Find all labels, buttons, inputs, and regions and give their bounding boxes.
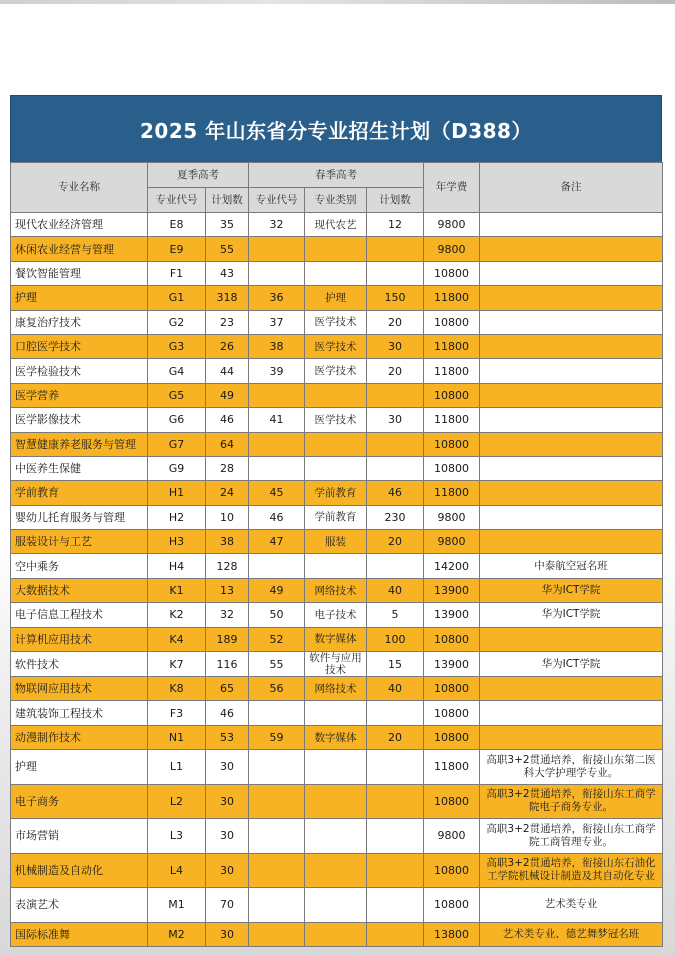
table-row xyxy=(11,530,663,554)
table-row xyxy=(11,554,663,578)
cell-summer-code: G3 xyxy=(148,334,206,358)
cell-note: 艺术类专业、德艺舞梦冠名班 xyxy=(480,922,663,946)
table-row xyxy=(11,784,663,819)
header-note: 备注 xyxy=(480,163,663,213)
enrollment-plan-table xyxy=(10,162,663,947)
cell-summer-plan: 23 xyxy=(206,310,249,334)
cell-fee: 11800 xyxy=(424,359,480,383)
cell-spring-code xyxy=(249,750,305,785)
cell-major-name: 动漫制作技术 xyxy=(11,725,148,749)
cell-spring-plan: 150 xyxy=(367,286,424,310)
cell-spring-plan xyxy=(367,432,424,456)
cell-spring-category xyxy=(305,819,367,854)
cell-spring-code xyxy=(249,237,305,261)
cell-spring-code: 46 xyxy=(249,505,305,529)
table-row xyxy=(11,677,663,701)
cell-summer-code: F1 xyxy=(148,261,206,285)
cell-fee: 11800 xyxy=(424,334,480,358)
cell-note: 高职3+2贯通培养，衔接山东第二医科大学护理学专业。 xyxy=(480,750,663,785)
cell-summer-code: L4 xyxy=(148,853,206,888)
cell-summer-code: K1 xyxy=(148,578,206,602)
cell-major-name: 康复治疗技术 xyxy=(11,310,148,334)
cell-spring-plan: 30 xyxy=(367,334,424,358)
cell-summer-plan: 24 xyxy=(206,481,249,505)
cell-summer-code: L1 xyxy=(148,750,206,785)
cell-spring-category: 电子技术 xyxy=(305,603,367,627)
header-fee: 年学费 xyxy=(424,163,480,213)
cell-summer-plan: 53 xyxy=(206,725,249,749)
cell-spring-plan xyxy=(367,750,424,785)
cell-spring-category: 现代农艺 xyxy=(305,213,367,237)
cell-summer-code: H1 xyxy=(148,481,206,505)
cell-spring-plan: 20 xyxy=(367,310,424,334)
cell-spring-code: 47 xyxy=(249,530,305,554)
cell-spring-code xyxy=(249,432,305,456)
cell-major-name: 学前教育 xyxy=(11,481,148,505)
table-row xyxy=(11,310,663,334)
cell-summer-code: L2 xyxy=(148,784,206,819)
cell-note xyxy=(480,310,663,334)
cell-note xyxy=(480,286,663,310)
cell-summer-code: G1 xyxy=(148,286,206,310)
table-row xyxy=(11,603,663,627)
cell-spring-plan: 20 xyxy=(367,359,424,383)
cell-spring-category xyxy=(305,701,367,725)
cell-spring-code xyxy=(249,261,305,285)
cell-summer-plan: 128 xyxy=(206,554,249,578)
table-row xyxy=(11,481,663,505)
cell-spring-plan xyxy=(367,819,424,854)
cell-note xyxy=(480,432,663,456)
cell-major-name: 现代农业经济管理 xyxy=(11,213,148,237)
cell-fee: 10800 xyxy=(424,677,480,701)
cell-major-name: 软件技术 xyxy=(11,652,148,677)
cell-fee: 9800 xyxy=(424,530,480,554)
cell-summer-plan: 43 xyxy=(206,261,249,285)
cell-fee: 10800 xyxy=(424,784,480,819)
cell-major-name: 护理 xyxy=(11,750,148,785)
table-row xyxy=(11,432,663,456)
cell-spring-category xyxy=(305,261,367,285)
cell-summer-plan: 30 xyxy=(206,784,249,819)
cell-spring-code: 38 xyxy=(249,334,305,358)
header-spring-plan: 计划数 xyxy=(367,188,424,213)
cell-spring-category: 医学技术 xyxy=(305,408,367,432)
cell-spring-code xyxy=(249,456,305,480)
cell-summer-plan: 116 xyxy=(206,652,249,677)
cell-spring-plan: 30 xyxy=(367,408,424,432)
cell-fee: 10800 xyxy=(424,432,480,456)
cell-note xyxy=(480,237,663,261)
cell-major-name: 大数据技术 xyxy=(11,578,148,602)
table-row xyxy=(11,819,663,854)
cell-spring-category: 医学技术 xyxy=(305,334,367,358)
cell-major-name: 建筑装饰工程技术 xyxy=(11,701,148,725)
header-spring-exam: 春季高考 xyxy=(249,163,424,188)
cell-spring-code: 37 xyxy=(249,310,305,334)
cell-summer-plan: 30 xyxy=(206,853,249,888)
cell-summer-plan: 30 xyxy=(206,819,249,854)
cell-fee: 9800 xyxy=(424,237,480,261)
cell-major-name: 中医养生保健 xyxy=(11,456,148,480)
cell-major-name: 市场营销 xyxy=(11,819,148,854)
cell-spring-code: 50 xyxy=(249,603,305,627)
cell-spring-plan: 12 xyxy=(367,213,424,237)
cell-summer-code: F3 xyxy=(148,701,206,725)
header-summer-exam: 夏季高考 xyxy=(148,163,249,188)
cell-spring-category: 医学技术 xyxy=(305,310,367,334)
cell-summer-code: H4 xyxy=(148,554,206,578)
cell-summer-code: E9 xyxy=(148,237,206,261)
cell-fee: 13800 xyxy=(424,922,480,946)
cell-fee: 10800 xyxy=(424,888,480,923)
cell-note xyxy=(480,627,663,651)
cell-note xyxy=(480,334,663,358)
cell-note xyxy=(480,505,663,529)
cell-summer-code: H3 xyxy=(148,530,206,554)
cell-spring-plan xyxy=(367,888,424,923)
table-row xyxy=(11,237,663,261)
table-row xyxy=(11,505,663,529)
cell-summer-code: N1 xyxy=(148,725,206,749)
cell-major-name: 医学影像技术 xyxy=(11,408,148,432)
cell-summer-plan: 55 xyxy=(206,237,249,261)
cell-note: 华为ICT学院 xyxy=(480,603,663,627)
cell-note: 华为ICT学院 xyxy=(480,652,663,677)
enrollment-plan-sheet xyxy=(10,95,662,947)
cell-fee: 13900 xyxy=(424,578,480,602)
cell-summer-plan: 46 xyxy=(206,701,249,725)
cell-summer-plan: 65 xyxy=(206,677,249,701)
cell-fee: 11800 xyxy=(424,481,480,505)
cell-spring-code: 59 xyxy=(249,725,305,749)
cell-spring-category xyxy=(305,432,367,456)
cell-summer-code: M2 xyxy=(148,922,206,946)
cell-spring-code xyxy=(249,701,305,725)
cell-spring-plan xyxy=(367,784,424,819)
cell-spring-category xyxy=(305,554,367,578)
cell-spring-plan: 230 xyxy=(367,505,424,529)
cell-major-name: 智慧健康养老服务与管理 xyxy=(11,432,148,456)
cell-fee: 10800 xyxy=(424,725,480,749)
cell-spring-plan: 20 xyxy=(367,530,424,554)
cell-spring-plan: 100 xyxy=(367,627,424,651)
cell-major-name: 医学营养 xyxy=(11,383,148,407)
cell-spring-code xyxy=(249,853,305,888)
cell-summer-code: G6 xyxy=(148,408,206,432)
cell-spring-plan xyxy=(367,261,424,285)
cell-spring-code: 39 xyxy=(249,359,305,383)
cell-spring-category xyxy=(305,853,367,888)
cell-summer-code: G9 xyxy=(148,456,206,480)
cell-summer-plan: 70 xyxy=(206,888,249,923)
table-body xyxy=(11,213,663,947)
cell-fee: 9800 xyxy=(424,505,480,529)
cell-major-name: 计算机应用技术 xyxy=(11,627,148,651)
cell-spring-code: 41 xyxy=(249,408,305,432)
cell-major-name: 服装设计与工艺 xyxy=(11,530,148,554)
cell-spring-code: 32 xyxy=(249,213,305,237)
table-row xyxy=(11,334,663,358)
cell-note: 艺术类专业 xyxy=(480,888,663,923)
cell-note xyxy=(480,383,663,407)
cell-spring-code xyxy=(249,784,305,819)
cell-note xyxy=(480,530,663,554)
cell-note: 华为ICT学院 xyxy=(480,578,663,602)
table-row xyxy=(11,408,663,432)
cell-major-name: 医学检验技术 xyxy=(11,359,148,383)
cell-major-name: 婴幼儿托育服务与管理 xyxy=(11,505,148,529)
cell-fee: 10800 xyxy=(424,627,480,651)
cell-summer-plan: 49 xyxy=(206,383,249,407)
table-row xyxy=(11,383,663,407)
table-row xyxy=(11,652,663,677)
cell-summer-plan: 189 xyxy=(206,627,249,651)
cell-fee: 10800 xyxy=(424,456,480,480)
cell-spring-category: 学前教育 xyxy=(305,505,367,529)
cell-summer-code: G7 xyxy=(148,432,206,456)
page-title: 2025 年山东省分专业招生计划（D388） xyxy=(10,95,662,162)
cell-note xyxy=(480,213,663,237)
table-row xyxy=(11,627,663,651)
cell-spring-category: 数字媒体 xyxy=(305,725,367,749)
cell-summer-code: E8 xyxy=(148,213,206,237)
cell-summer-plan: 46 xyxy=(206,408,249,432)
cell-fee: 10800 xyxy=(424,701,480,725)
cell-note xyxy=(480,481,663,505)
cell-fee: 11800 xyxy=(424,750,480,785)
cell-spring-plan: 20 xyxy=(367,725,424,749)
cell-summer-plan: 44 xyxy=(206,359,249,383)
table-row xyxy=(11,578,663,602)
header-major: 专业名称 xyxy=(11,163,148,213)
header-summer-plan: 计划数 xyxy=(206,188,249,213)
cell-summer-code: G4 xyxy=(148,359,206,383)
cell-spring-category xyxy=(305,784,367,819)
cell-fee: 13900 xyxy=(424,652,480,677)
cell-spring-plan: 46 xyxy=(367,481,424,505)
cell-fee: 11800 xyxy=(424,408,480,432)
cell-summer-plan: 32 xyxy=(206,603,249,627)
header-spring-code: 专业代号 xyxy=(249,188,305,213)
cell-note: 中泰航空冠名班 xyxy=(480,554,663,578)
cell-spring-plan xyxy=(367,922,424,946)
cell-major-name: 表演艺术 xyxy=(11,888,148,923)
cell-summer-plan: 38 xyxy=(206,530,249,554)
cell-spring-category: 数字媒体 xyxy=(305,627,367,651)
cell-spring-category: 网络技术 xyxy=(305,578,367,602)
cell-note xyxy=(480,701,663,725)
table-row xyxy=(11,359,663,383)
cell-fee: 10800 xyxy=(424,383,480,407)
cell-fee: 9800 xyxy=(424,213,480,237)
cell-spring-plan xyxy=(367,554,424,578)
cell-spring-category xyxy=(305,922,367,946)
cell-fee: 14200 xyxy=(424,554,480,578)
cell-summer-code: G2 xyxy=(148,310,206,334)
top-decor-bar xyxy=(0,0,675,4)
cell-summer-plan: 64 xyxy=(206,432,249,456)
cell-spring-category: 护理 xyxy=(305,286,367,310)
cell-summer-plan: 26 xyxy=(206,334,249,358)
cell-note: 高职3+2贯通培养，衔接山东石油化工学院机械设计制造及其自动化专业 xyxy=(480,853,663,888)
table-row xyxy=(11,750,663,785)
cell-summer-plan: 318 xyxy=(206,286,249,310)
cell-spring-category: 网络技术 xyxy=(305,677,367,701)
cell-fee: 13900 xyxy=(424,603,480,627)
cell-spring-category xyxy=(305,888,367,923)
cell-spring-plan: 40 xyxy=(367,578,424,602)
table-row xyxy=(11,853,663,888)
table-row xyxy=(11,701,663,725)
table-row xyxy=(11,888,663,923)
cell-spring-category xyxy=(305,383,367,407)
cell-note xyxy=(480,677,663,701)
cell-fee: 10800 xyxy=(424,261,480,285)
cell-spring-code: 45 xyxy=(249,481,305,505)
cell-summer-code: G5 xyxy=(148,383,206,407)
cell-major-name: 物联网应用技术 xyxy=(11,677,148,701)
cell-summer-code: H2 xyxy=(148,505,206,529)
cell-summer-code: K7 xyxy=(148,652,206,677)
cell-summer-plan: 35 xyxy=(206,213,249,237)
cell-spring-plan: 15 xyxy=(367,652,424,677)
cell-fee: 11800 xyxy=(424,286,480,310)
cell-spring-code xyxy=(249,383,305,407)
cell-major-name: 国际标准舞 xyxy=(11,922,148,946)
cell-spring-plan xyxy=(367,456,424,480)
table-row xyxy=(11,213,663,237)
cell-note: 高职3+2贯通培养，衔接山东工商学院工商管理专业。 xyxy=(480,819,663,854)
cell-spring-code: 56 xyxy=(249,677,305,701)
cell-spring-category: 医学技术 xyxy=(305,359,367,383)
cell-fee: 10800 xyxy=(424,310,480,334)
cell-note xyxy=(480,261,663,285)
cell-spring-code xyxy=(249,922,305,946)
cell-summer-code: K8 xyxy=(148,677,206,701)
cell-spring-category: 学前教育 xyxy=(305,481,367,505)
cell-major-name: 护理 xyxy=(11,286,148,310)
cell-spring-code xyxy=(249,819,305,854)
cell-spring-code: 52 xyxy=(249,627,305,651)
cell-major-name: 休闲农业经营与管理 xyxy=(11,237,148,261)
table-row xyxy=(11,725,663,749)
cell-spring-plan: 40 xyxy=(367,677,424,701)
cell-spring-category xyxy=(305,750,367,785)
cell-spring-code: 55 xyxy=(249,652,305,677)
cell-note: 高职3+2贯通培养，衔接山东工商学院电子商务专业。 xyxy=(480,784,663,819)
cell-spring-category: 服装 xyxy=(305,530,367,554)
cell-summer-plan: 30 xyxy=(206,922,249,946)
table-row xyxy=(11,456,663,480)
cell-summer-plan: 28 xyxy=(206,456,249,480)
cell-spring-category xyxy=(305,456,367,480)
cell-major-name: 电子商务 xyxy=(11,784,148,819)
cell-note xyxy=(480,456,663,480)
cell-major-name: 电子信息工程技术 xyxy=(11,603,148,627)
cell-spring-plan xyxy=(367,383,424,407)
cell-spring-code xyxy=(249,554,305,578)
cell-spring-plan xyxy=(367,237,424,261)
header-summer-code: 专业代号 xyxy=(148,188,206,213)
table-row xyxy=(11,286,663,310)
cell-major-name: 机械制造及自动化 xyxy=(11,853,148,888)
header-spring-category: 专业类别 xyxy=(305,188,367,213)
cell-spring-plan xyxy=(367,701,424,725)
cell-summer-plan: 10 xyxy=(206,505,249,529)
cell-summer-code: K2 xyxy=(148,603,206,627)
cell-major-name: 空中乘务 xyxy=(11,554,148,578)
cell-summer-code: L3 xyxy=(148,819,206,854)
cell-note xyxy=(480,359,663,383)
cell-summer-code: K4 xyxy=(148,627,206,651)
cell-fee: 9800 xyxy=(424,819,480,854)
cell-spring-category: 软件与应用技术 xyxy=(305,652,367,677)
cell-summer-code: M1 xyxy=(148,888,206,923)
cell-major-name: 餐饮智能管理 xyxy=(11,261,148,285)
cell-note xyxy=(480,408,663,432)
cell-spring-category xyxy=(305,237,367,261)
table-row xyxy=(11,261,663,285)
cell-major-name: 口腔医学技术 xyxy=(11,334,148,358)
cell-note xyxy=(480,725,663,749)
cell-spring-plan: 5 xyxy=(367,603,424,627)
cell-spring-code: 36 xyxy=(249,286,305,310)
cell-fee: 10800 xyxy=(424,853,480,888)
cell-spring-code xyxy=(249,888,305,923)
cell-summer-plan: 13 xyxy=(206,578,249,602)
cell-spring-code: 49 xyxy=(249,578,305,602)
table-row xyxy=(11,922,663,946)
cell-spring-plan xyxy=(367,853,424,888)
cell-summer-plan: 30 xyxy=(206,750,249,785)
